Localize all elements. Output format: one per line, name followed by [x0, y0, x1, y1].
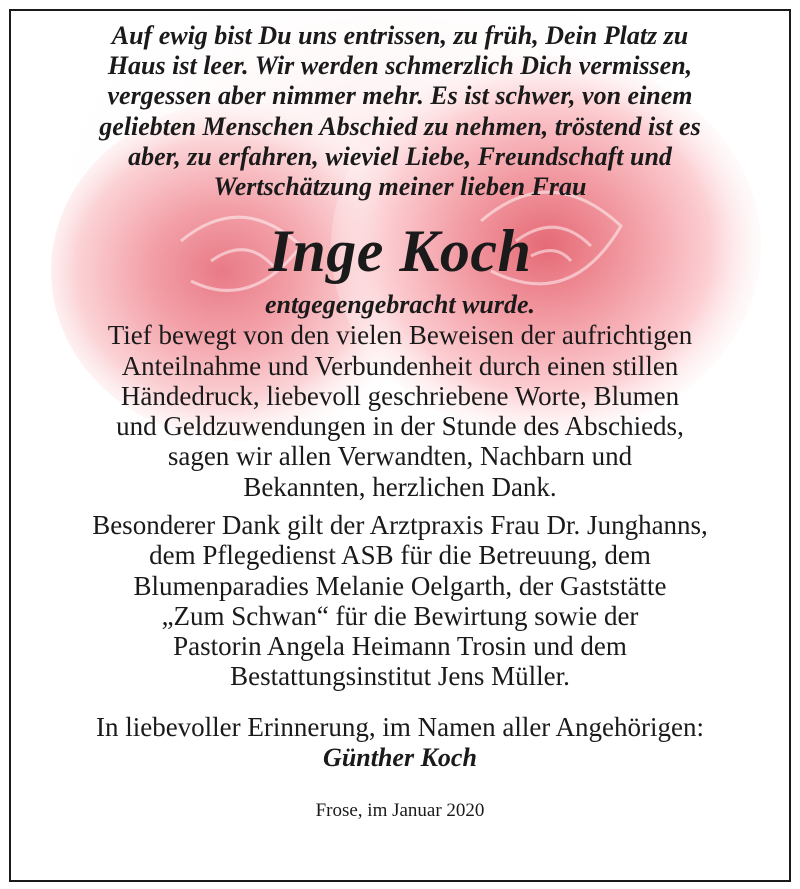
obituary-frame [9, 9, 791, 882]
special-thanks-line: Bestattungsinstitut Jens Müller. [230, 661, 570, 692]
memory-line [11, 712, 789, 742]
memory-text: In liebevoller Erinnerung, im Namen aller Angehörigen: [95, 711, 705, 742]
obituary-content [11, 21, 789, 822]
intro-line: aber, zu erfahren, wieviel Liebe, Freundschaft und [128, 141, 672, 171]
signer-name: Günther Koch [323, 743, 477, 773]
thanks-line: und Geldzuwendungen in der Stunde des Abschieds, [116, 411, 684, 442]
intro-line: Haus ist leer. Wir werden schmerzlich Dich vermissen, [107, 51, 693, 81]
special-thanks-line: Besonderer Dank gilt der Arztpraxis Frau Dr. Junghanns, [92, 510, 708, 540]
thanks-line: Bekannten, herzlichen Dank. [243, 471, 557, 502]
thanks-paragraph [11, 320, 789, 502]
place-date: Frose, im Januar 2020 [315, 800, 485, 822]
special-thanks-line: „Zum Schwan“ für die Bewirtung sowie der [161, 600, 639, 631]
intro-line: Auf ewig bist Du uns entrissen, zu früh, Dein Platz zu [111, 21, 689, 50]
intro-line: Wertschätzung meiner lieben Frau [213, 172, 587, 202]
thanks-line: Tief bewegt von den vielen Beweisen der aufrichtigen [107, 320, 693, 351]
thanks-line: Händedruck, liebevoll geschriebene Worte, Blumen [120, 380, 680, 411]
intro-line: geliebten Menschen Abschied zu nehmen, tröstend ist es [99, 111, 701, 141]
special-thanks-line: dem Pflegedienst ASB für die Betreuung, dem [149, 540, 651, 571]
intro-line: vergessen aber nimmer mehr. Es ist schwer, von einem [107, 81, 693, 111]
special-thanks-line: Pastorin Angela Heimann Trosin und dem [173, 631, 627, 662]
special-thanks-line: Blumenparadies Melanie Oelgarth, der Gaststätte [133, 570, 667, 601]
deceased-name: Inge Koch [268, 218, 532, 285]
received-line: entgegengebracht wurde. [264, 290, 536, 320]
intro-poem [35, 21, 765, 202]
thanks-line: Anteilnahme und Verbundenheit durch einen stillen [121, 350, 679, 381]
special-thanks-paragraph [11, 510, 789, 692]
thanks-line: sagen wir allen Verwandten, Nachbarn und [167, 441, 633, 472]
